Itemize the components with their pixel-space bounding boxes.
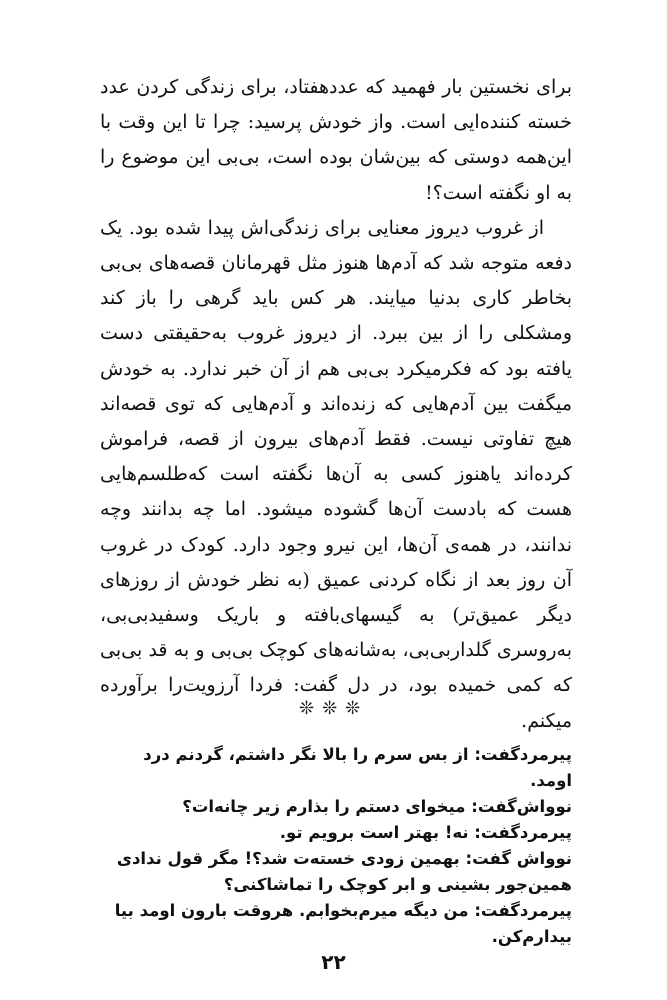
paragraph-1: برای نخستین بار فهمید که عددهفتاد، برای زندگی کردن عدد خسته کننده‌ایی است. واز خودش پرسید: چرا تا این وقت با این‌همه دوستی که بین‌شان بوده است، بی‌بی این موضوع را به او نگفته است؟! (100, 76, 572, 204)
dialogue-line-3: پیرمردگفت: نه! بهتر است برویم تو. (279, 823, 572, 842)
dialogue-line-5: پیرمردگفت: من دیگه میرم‌بخوابم. هروقت بارون اومد بیا بیدارم‌کن. (114, 901, 572, 946)
dialogue-line-4: نوواش گفت: بهمین زودی خسته‌ت شد؟! مگر قول ندادی همین‌جور بشینی و ابر کوچک را تماشاکنی؟ (116, 849, 572, 894)
dialogue-block (98, 742, 572, 950)
body-text (100, 70, 572, 739)
section-separator-icon: ❊❊❊ (298, 698, 369, 719)
paragraph-2: از غروب دیروز معنایی برای زندگی‌اش پیدا شده بود. یک دفعه متوجه شد که آدم‌ها هنوز مثل قهرمانان قصه‌های بی‌بی بخاطر کاری بدنیا میایند. هر کس باید گرهی را باز کند ومشکلی را از بین ببرد. از دیروز غروب به‌حقیقتی دست یافته بود که فکرمیکرد بی‌بی هم از آن خبر ندارد. به خودش میگفت بین آدم‌هایی که زنده‌اند و آدم‌هایی که توی قصه‌اند هیچ تفاوتی نیست. فقط آدم‌های بیرون از قصه، فراموش کرده‌اند یاهنوز کسی به آن‌ها نگفته است که‌طلسم‌هایی هست که بادست آن‌ها گشوده میشود. اما چه بدانند وچه ندانند، در همه‌ی آن‌ها، این نیرو وجود دارد. کودک در غروب آن روز بعد از نگاه کردنی عمیق (به نظر خودش از روزهای دیگر عمیق‌تر) به گیسهای‌بافته و باریک وسفیدبی‌بی، به‌روسری گلداربی‌بی، به‌شانه‌های کوچک بی‌بی و به قد بی‌بی که کمی خمیده بود، در دل گفت: فردا آرزویت‌را برآورده میکنم. (100, 216, 572, 732)
dialogue-line-1: پیرمردگفت: از بس سرم را بالا نگر داشتم، گردنم درد اومد. (143, 745, 572, 790)
dialogue-line-2: نوواش‌گفت: میخوای دستم را بذارم زیر چانه‌ات؟ (182, 797, 572, 816)
page-number: ۲۲ (321, 950, 346, 974)
